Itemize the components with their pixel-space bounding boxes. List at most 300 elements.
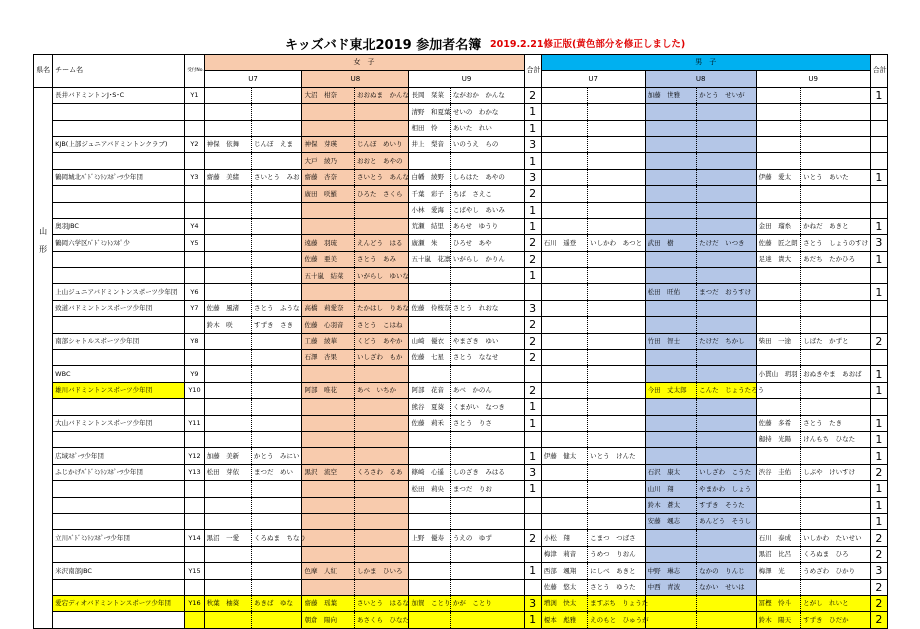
girls-total <box>524 579 541 595</box>
girl-u9-name: 廣瀬 朱 <box>409 235 450 251</box>
table-row <box>34 497 888 513</box>
boy-u7-kana <box>588 251 646 267</box>
boy-u7-name <box>541 497 587 513</box>
girl-u8-name <box>302 415 354 431</box>
boy-u9-name <box>756 481 800 497</box>
boy-u7-name <box>541 120 587 136</box>
boy-u8-kana <box>697 136 757 152</box>
boy-u9-name <box>756 350 800 366</box>
girl-u8-name <box>302 579 354 595</box>
team-name: 愛宕ディオバドミントンスポーツ少年団 <box>53 595 185 611</box>
girl-u8-kana <box>354 218 409 234</box>
girl-u9-kana <box>450 612 524 628</box>
title-row <box>0 34 920 52</box>
boy-u7-kana: いしかわ あつと <box>588 235 646 251</box>
girl-u9-kana <box>450 268 524 284</box>
team-name: 広域ｽﾎﾟｰﾂ少年団 <box>53 448 185 464</box>
boys-total <box>870 268 887 284</box>
boys-total <box>870 350 887 366</box>
boy-u8-name <box>645 218 696 234</box>
girl-u7-kana: すずき さき <box>252 317 302 333</box>
reception-no: Y11 <box>185 415 204 431</box>
girls-total: 1 <box>524 218 541 234</box>
table-row <box>34 366 888 382</box>
girls-total: 2 <box>524 235 541 251</box>
girl-u7-kana <box>252 415 302 431</box>
team-name: 鶴岡六学区ﾊﾞﾄﾞﾐﾝﾄﾝｽﾎﾟ少 <box>53 235 185 251</box>
boy-u7-kana <box>588 169 646 185</box>
boy-u8-name <box>645 595 696 611</box>
girls-u9-header: U9 <box>409 71 524 87</box>
girl-u9-name: 相田 怜 <box>409 120 450 136</box>
boy-u7-name: 榎本 彪雅 <box>541 612 587 628</box>
team-name <box>53 497 185 513</box>
team-name: 大山バドミントンスポーツ少年団 <box>53 415 185 431</box>
boy-u7-kana: こまつ つばさ <box>588 530 646 546</box>
boy-u9-name <box>756 497 800 513</box>
team-name <box>53 513 185 529</box>
boy-u7-kana <box>588 300 646 316</box>
boy-u9-name <box>756 268 800 284</box>
boy-u8-kana <box>697 268 757 284</box>
girl-u7-name <box>204 284 251 300</box>
boy-u8-name <box>645 366 696 382</box>
girl-u8-kana: おおと あやの <box>354 153 409 169</box>
boy-u7-kana <box>588 382 646 398</box>
girl-u8-name: 神保 芽瑛 <box>302 136 354 152</box>
team-name: KJB(上部ジュニアバドミントンクラブ) <box>53 136 185 152</box>
participant-table <box>33 54 888 629</box>
boys-total: 1 <box>870 169 887 185</box>
boy-u8-name <box>645 202 696 218</box>
girls-u8-header: U8 <box>302 71 409 87</box>
reception-no: Y12 <box>185 448 204 464</box>
girl-u7-kana <box>252 87 302 103</box>
girl-u8-kana: あべ いちか <box>354 382 409 398</box>
girl-u9-name <box>409 579 450 595</box>
boy-u8-kana <box>697 350 757 366</box>
girl-u7-kana <box>252 579 302 595</box>
reception-no <box>185 612 204 628</box>
boy-u8-kana <box>697 153 757 169</box>
girl-u8-kana <box>354 579 409 595</box>
boy-u8-kana <box>697 251 757 267</box>
boy-u8-name <box>645 415 696 431</box>
girl-u7-name: 佐藤 風渚 <box>204 300 251 316</box>
boy-u9-name <box>756 579 800 595</box>
girl-u9-kana <box>450 579 524 595</box>
boy-u7-kana <box>588 431 646 447</box>
boy-u7-name <box>541 251 587 267</box>
girl-u9-kana: こばやし あいみ <box>450 202 524 218</box>
girl-u7-kana <box>252 481 302 497</box>
girl-u8-kana <box>354 497 409 513</box>
team-name: 長井バドミントンJ･S･C <box>53 87 185 103</box>
girl-u9-name: 加賀 ことり <box>409 595 450 611</box>
table-row <box>34 87 888 103</box>
boy-u9-name: 佐藤 匠之朗 <box>756 235 800 251</box>
boy-u8-kana: こんた じょうたろう <box>697 382 757 398</box>
team-name <box>53 612 185 628</box>
boy-u7-name: 佐藤 悠太 <box>541 579 587 595</box>
prefecture-cell <box>34 87 53 628</box>
boys-total: 2 <box>870 579 887 595</box>
girls-total <box>524 284 541 300</box>
boy-u8-name <box>645 546 696 562</box>
girl-u9-kana: せいの わかな <box>450 104 524 120</box>
boy-u9-name <box>756 448 800 464</box>
table-row <box>34 268 888 284</box>
boy-u8-kana: なかの りんじ <box>697 563 757 579</box>
girl-u8-kana: しかま ひいろ <box>354 563 409 579</box>
girl-u8-name: 大戸 綾乃 <box>302 153 354 169</box>
boy-u8-kana: やまかわ しょう <box>697 481 757 497</box>
boy-u7-kana <box>588 218 646 234</box>
team-name: ふじかげﾊﾞﾄﾞﾐﾝﾄﾝｽﾎﾟｰﾂ少年団 <box>53 464 185 480</box>
boy-u7-name: 増渕 快太 <box>541 595 587 611</box>
boy-u8-kana <box>697 399 757 415</box>
girl-u8-kana <box>354 546 409 562</box>
boy-u8-name <box>645 251 696 267</box>
girl-u8-kana: たかはし りあな <box>354 300 409 316</box>
girls-total: 2 <box>524 87 541 103</box>
boy-u7-name <box>541 415 587 431</box>
girl-u8-name: 佐藤 心羽音 <box>302 317 354 333</box>
boys-total: 2 <box>870 595 887 611</box>
girl-u8-name <box>302 530 354 546</box>
table-row <box>34 284 888 300</box>
girl-u7-name <box>204 431 251 447</box>
table-row <box>34 235 888 251</box>
reception-no <box>185 513 204 529</box>
girl-u8-name: 黒沢 流空 <box>302 464 354 480</box>
girl-u8-name <box>302 202 354 218</box>
girls-total: 2 <box>524 382 541 398</box>
boy-u7-kana <box>588 120 646 136</box>
boy-u7-kana <box>588 268 646 284</box>
girl-u8-kana: あさくら ひなた <box>354 612 409 628</box>
girl-u9-name: 白幡 綾野 <box>409 169 450 185</box>
reception-no <box>185 251 204 267</box>
girl-u7-kana <box>252 153 302 169</box>
team-name <box>53 153 185 169</box>
boy-u7-name <box>541 382 587 398</box>
boy-u7-name <box>541 104 587 120</box>
girl-u7-name <box>204 186 251 202</box>
boys-total <box>870 136 887 152</box>
boy-u8-name <box>645 448 696 464</box>
girl-u8-name <box>302 448 354 464</box>
team-header: チーム名 <box>53 55 185 88</box>
girl-u9-kana: さとう ななせ <box>450 350 524 366</box>
boy-u8-name <box>645 399 696 415</box>
girls-total: 1 <box>524 563 541 579</box>
reception-no <box>185 431 204 447</box>
girl-u7-kana <box>252 235 302 251</box>
girl-u7-kana <box>252 366 302 382</box>
boy-u8-name: 石沢 康太 <box>645 464 696 480</box>
boys-total <box>870 399 887 415</box>
boy-u8-kana <box>697 218 757 234</box>
boy-u7-name: 伊藤 健太 <box>541 448 587 464</box>
girl-u8-name <box>302 120 354 136</box>
girl-u7-kana <box>252 513 302 529</box>
boy-u9-name <box>756 120 800 136</box>
girl-u9-kana <box>450 284 524 300</box>
boy-u7-kana <box>588 104 646 120</box>
girl-u9-name: 佐藤 七星 <box>409 350 450 366</box>
boy-u7-name: 梅津 莉音 <box>541 546 587 562</box>
girls-total: 2 <box>524 317 541 333</box>
boy-u9-kana <box>801 87 871 103</box>
boy-u7-name <box>541 202 587 218</box>
girl-u7-kana <box>252 104 302 120</box>
girl-u9-name: 篠崎 心遥 <box>409 464 450 480</box>
boy-u8-name: 鈴木 蒼太 <box>645 497 696 513</box>
team-name <box>53 579 185 595</box>
girl-u7-kana <box>252 612 302 628</box>
girl-u8-name: 大沼 柑奈 <box>302 87 354 103</box>
girls-total: 2 <box>524 530 541 546</box>
table-row <box>34 350 888 366</box>
girl-u9-kana: いがらし かりん <box>450 251 524 267</box>
girl-u9-kana: さとう りさ <box>450 415 524 431</box>
girl-u9-kana: いのうえ らの <box>450 136 524 152</box>
girl-u9-name: 小林 愛海 <box>409 202 450 218</box>
girl-u7-kana <box>252 399 302 415</box>
boy-u9-kana: あだち たかひろ <box>801 251 871 267</box>
girl-u9-kana: ひろせ あや <box>450 235 524 251</box>
boy-u7-name <box>541 136 587 152</box>
table-row <box>34 186 888 202</box>
girl-u8-name <box>302 366 354 382</box>
boy-u9-name: 足達 貴大 <box>756 251 800 267</box>
reception-no <box>185 268 204 284</box>
girl-u9-name <box>409 546 450 562</box>
team-name <box>53 202 185 218</box>
reception-no: Y13 <box>185 464 204 480</box>
boy-u7-name <box>541 513 587 529</box>
boy-u7-name <box>541 464 587 480</box>
girl-u7-name <box>204 120 251 136</box>
boy-u8-kana: なかい せいは <box>697 579 757 595</box>
girl-u8-name: 高橋 莉愛奈 <box>302 300 354 316</box>
girl-u8-kana: いがらし ゆいな <box>354 268 409 284</box>
boy-u7-kana: うめつ りおん <box>588 546 646 562</box>
girls-total: 3 <box>524 464 541 480</box>
girl-u9-kana: ちば さえこ <box>450 186 524 202</box>
girl-u7-name <box>204 579 251 595</box>
boy-u7-name: 石川 遥登 <box>541 235 587 251</box>
boy-u9-kana: おぬきやま あおば <box>801 366 871 382</box>
boy-u7-name <box>541 169 587 185</box>
boys-total: 1 <box>870 415 887 431</box>
girls-total: 2 <box>524 251 541 267</box>
boy-u9-name: 柴田 一途 <box>756 333 800 349</box>
reception-no: Y1 <box>185 87 204 103</box>
boy-u9-kana <box>801 136 871 152</box>
boys-total: 1 <box>870 448 887 464</box>
boy-u8-kana: たけだ ちかし <box>697 333 757 349</box>
reception-no: Y5 <box>185 235 204 251</box>
girl-u9-kana: しらはた あやの <box>450 169 524 185</box>
girl-u8-kana: ひろた さくら <box>354 186 409 202</box>
boy-u7-kana <box>588 464 646 480</box>
boy-u9-name <box>756 136 800 152</box>
boy-u8-name <box>645 350 696 366</box>
boy-u8-kana: いしざわ こうた <box>697 464 757 480</box>
boys-total <box>870 104 887 120</box>
girls-total: 3 <box>524 595 541 611</box>
girl-u7-name <box>204 268 251 284</box>
girls-total: 1 <box>524 104 541 120</box>
reception-no: Y6 <box>185 284 204 300</box>
girl-u8-name: 廣田 咲羅 <box>302 186 354 202</box>
girls-total: 1 <box>524 481 541 497</box>
girl-u7-kana: あきば ゆな <box>252 595 302 611</box>
boy-u7-name <box>541 481 587 497</box>
girl-u8-kana <box>354 104 409 120</box>
girl-u7-name <box>204 333 251 349</box>
girl-u8-name <box>302 546 354 562</box>
girl-u9-kana: くまがい なつき <box>450 399 524 415</box>
boy-u9-kana <box>801 481 871 497</box>
boy-u8-kana <box>697 612 757 628</box>
girl-u8-kana <box>354 530 409 546</box>
girl-u7-name: 松田 芽依 <box>204 464 251 480</box>
girl-u8-kana: さとう こはね <box>354 317 409 333</box>
girl-u7-name: 鈴木 咲 <box>204 317 251 333</box>
boy-u9-name: 冨樫 怜斗 <box>756 595 800 611</box>
reception-no <box>185 186 204 202</box>
team-name <box>53 186 185 202</box>
team-name: 奥羽JBC <box>53 218 185 234</box>
table-row <box>34 218 888 234</box>
girl-u8-kana: くどう あやか <box>354 333 409 349</box>
boy-u7-name <box>541 333 587 349</box>
girl-u7-name <box>204 382 251 398</box>
girl-u8-kana: さとう あみ <box>354 251 409 267</box>
reception-no <box>185 497 204 513</box>
girl-u8-kana <box>354 481 409 497</box>
boy-u8-kana <box>697 317 757 333</box>
boys-total: 1 <box>870 284 887 300</box>
girl-u9-kana: さとう れおな <box>450 300 524 316</box>
girl-u9-name: 上野 優寿 <box>409 530 450 546</box>
boy-u7-name <box>541 284 587 300</box>
girls-total: 1 <box>524 612 541 628</box>
boy-u9-kana <box>801 186 871 202</box>
girl-u7-name <box>204 497 251 513</box>
table-row <box>34 399 888 415</box>
boy-u8-kana: かとう せいが <box>697 87 757 103</box>
girl-u7-kana: まつだ めい <box>252 464 302 480</box>
boy-u9-kana: うめざわ ひかり <box>801 563 871 579</box>
boy-u7-kana <box>588 153 646 169</box>
boy-u8-kana: まつだ おうすけ <box>697 284 757 300</box>
boys-total <box>870 186 887 202</box>
boy-u8-name <box>645 104 696 120</box>
boy-u7-name <box>541 218 587 234</box>
reception-no: Y2 <box>185 136 204 152</box>
boys-total: 2 <box>870 546 887 562</box>
boy-u7-name <box>541 87 587 103</box>
girl-u9-kana: あべ かのん <box>450 382 524 398</box>
boys-total: 3 <box>870 235 887 251</box>
girls-header: 女 子 <box>204 55 524 71</box>
boy-u9-kana <box>801 284 871 300</box>
girl-u7-name <box>204 153 251 169</box>
boy-u7-kana <box>588 136 646 152</box>
girls-total: 1 <box>524 120 541 136</box>
girl-u7-kana <box>252 563 302 579</box>
boy-u9-kana: さとう たき <box>801 415 871 431</box>
boy-u9-name <box>756 186 800 202</box>
boy-u9-name: 梅澤 光 <box>756 563 800 579</box>
table-row <box>34 464 888 480</box>
boy-u9-name <box>756 104 800 120</box>
team-name <box>53 251 185 267</box>
table-row <box>34 530 888 546</box>
boy-u7-kana: にしべ あきと <box>588 563 646 579</box>
girl-u8-name <box>302 497 354 513</box>
table-row <box>34 169 888 185</box>
pref-header: 県名 <box>34 55 53 88</box>
girl-u9-name: 佐藤 伶桜奈 <box>409 300 450 316</box>
boy-u8-kana <box>697 530 757 546</box>
team-name <box>53 481 185 497</box>
boys-u7-header: U7 <box>541 71 645 87</box>
boys-total: 2 <box>870 333 887 349</box>
table-row <box>34 333 888 349</box>
table-row <box>34 579 888 595</box>
reception-no <box>185 104 204 120</box>
table-row <box>34 104 888 120</box>
boy-u8-kana <box>697 120 757 136</box>
boys-total: 1 <box>870 513 887 529</box>
boy-u8-name <box>645 530 696 546</box>
girl-u9-name <box>409 497 450 513</box>
reception-no <box>185 481 204 497</box>
girl-u9-name: 阿部 花音 <box>409 382 450 398</box>
boy-u8-name: 加藤 世雅 <box>645 87 696 103</box>
girl-u8-name: 色摩 人紅 <box>302 563 354 579</box>
boy-u9-kana <box>801 497 871 513</box>
boy-u8-name: 中西 青波 <box>645 579 696 595</box>
boy-u8-name <box>645 120 696 136</box>
girl-u9-kana <box>450 431 524 447</box>
girl-u8-kana: いしざわ もか <box>354 350 409 366</box>
table-row <box>34 448 888 464</box>
girl-u9-kana <box>450 513 524 529</box>
boy-u8-name <box>645 268 696 284</box>
girl-u9-name: 井上 梨音 <box>409 136 450 152</box>
boy-u9-kana <box>801 202 871 218</box>
table-row <box>34 317 888 333</box>
girls-total: 1 <box>524 202 541 218</box>
boy-u9-name <box>756 87 800 103</box>
table-row <box>34 153 888 169</box>
table-row <box>34 546 888 562</box>
team-name: WBC <box>53 366 185 382</box>
girl-u7-kana <box>252 186 302 202</box>
boys-total: 1 <box>870 382 887 398</box>
team-name: 致道バドミントンスポーツ少年団 <box>53 300 185 316</box>
reception-no: Y4 <box>185 218 204 234</box>
prefecture-char-1: 山 <box>39 226 48 236</box>
reception-no <box>185 399 204 415</box>
team-name: 米沢南部JBC <box>53 563 185 579</box>
